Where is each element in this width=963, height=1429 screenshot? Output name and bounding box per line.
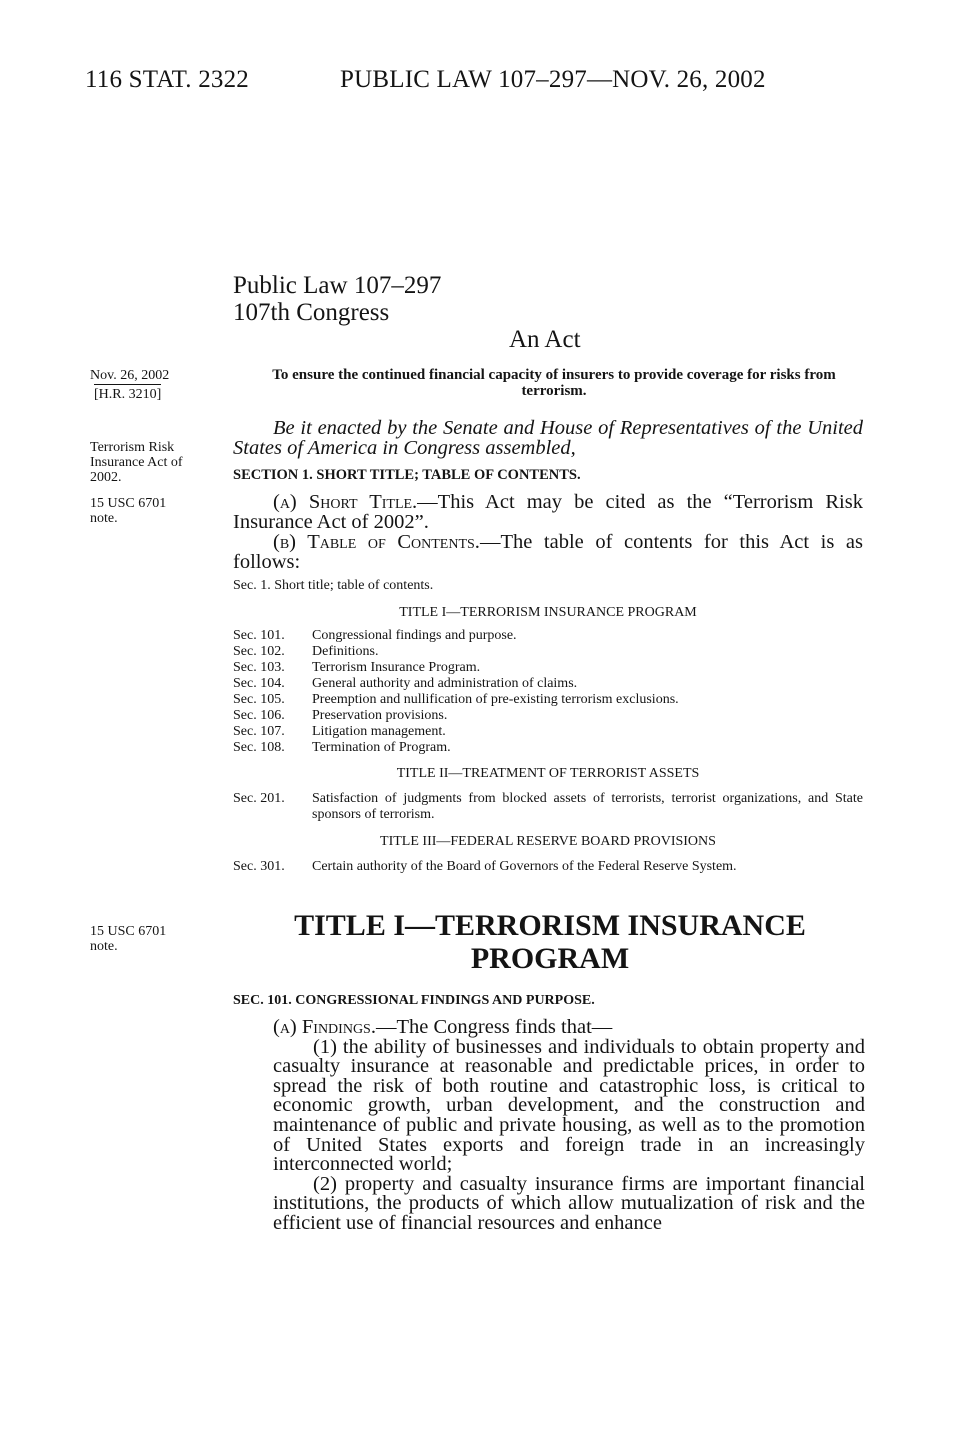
toc-entry-label: Sec. 106. xyxy=(233,708,285,723)
toc-entry-label: Sec. 201. xyxy=(233,791,285,806)
toc-title-2: TITLE II—TREATMENT OF TERRORIST ASSETS xyxy=(396,766,700,781)
toc-entry xyxy=(233,724,863,740)
section-1a-text: —This Act may be cited as the “Terrorism Risk Insurance Act of 2002”. xyxy=(233,491,863,533)
toc-entry-text: Short title; table of contents. xyxy=(274,578,434,593)
toc-title-2-list xyxy=(233,791,863,823)
toc-entry xyxy=(233,708,863,724)
toc-entry xyxy=(233,859,863,875)
toc-entry-text: Congressional findings and purpose. xyxy=(312,628,517,643)
toc-entry xyxy=(233,740,863,756)
margin-usc-citation-2: 15 USC 6701 note. xyxy=(90,924,167,954)
section-1a-paragraph xyxy=(233,492,863,532)
toc-entry-text: Litigation management. xyxy=(312,724,446,739)
toc-title-3: TITLE III—FEDERAL RESERVE BOARD PROVISIONS xyxy=(380,834,716,849)
toc-entry xyxy=(233,676,863,692)
finding-2: (2) property and casualty insurance firms are important financial institutions, the products of which allow mutualization of risk and the efficient use of financial resources and enhance xyxy=(273,1172,865,1234)
toc-title-3-list xyxy=(233,859,863,875)
toc-entry-label: Sec. 102. xyxy=(233,644,285,659)
margin-date: Nov. 26, 2002 xyxy=(90,368,170,383)
act-purpose: To ensure the continued financial capacity of insurers to provide coverage for risks from terrorism. xyxy=(272,367,836,399)
toc-entry-label: Sec. 105. xyxy=(233,692,285,707)
toc-entry-label: Sec. 301. xyxy=(233,859,285,874)
toc-entry-text: Preservation provisions. xyxy=(312,708,448,723)
toc-entry xyxy=(233,644,863,660)
toc-entry-text: Certain authority of the Board of Governors of the Federal Reserve System. xyxy=(312,859,737,874)
an-act-heading: An Act xyxy=(509,326,581,353)
toc-entry-text: Preemption and nullification of pre-existing terrorism exclusions. xyxy=(312,692,679,707)
title-1-heading: TITLE I—TERRORISM INSURANCE PROGRAM xyxy=(294,909,806,975)
enacting-clause: Be it enacted by the Senate and House of Representatives of the United States of America in Congress assembled, xyxy=(233,417,863,459)
toc-entry-label: Sec. 101. xyxy=(233,628,285,643)
margin-short-title: Terrorism Risk Insurance Act of 2002. xyxy=(90,440,183,485)
congress-number: 107th Congress xyxy=(233,299,390,326)
toc-entry-label: Sec. 1. xyxy=(233,578,271,593)
running-head: PUBLIC LAW 107–297—NOV. 26, 2002 xyxy=(340,66,766,93)
toc-entry xyxy=(233,660,863,676)
toc-entry-text: General authority and administration of claims. xyxy=(312,676,578,691)
toc-entry-label: Sec. 107. xyxy=(233,724,285,739)
section-101-heading: SEC. 101. CONGRESSIONAL FINDINGS AND PURPOSE. xyxy=(233,993,595,1008)
margin-date-bill xyxy=(90,368,215,402)
section-1b-text: —The table of contents for this Act is as follows: xyxy=(233,531,863,573)
toc-entry-text: Satisfaction of judgments from blocked assets of terrorists, terrorist organizations, and State sponsors of terrorism. xyxy=(312,791,863,822)
section-1b-paragraph xyxy=(233,532,863,572)
finding-1: (1) the ability of businesses and individuals to obtain property and casualty insurance at reasonable and predictable prices, in order to spread the risk of both routine and catastrophic loss, is critical to economic growth, urban development, and the construction and maintenance of public and private housing, as well as to the promotion of United States exports and foreign trade in an increasingly interconnected world; xyxy=(273,1035,865,1176)
findings-label: (a) Findings. xyxy=(273,1016,376,1038)
section-101-body xyxy=(273,1018,865,1234)
toc-title-1: TITLE I—TERRORISM INSURANCE PROGRAM xyxy=(399,605,697,620)
toc-entry xyxy=(233,578,863,594)
toc-title-1-list xyxy=(233,628,863,756)
toc-entry-label: Sec. 108. xyxy=(233,740,285,755)
margin-usc-citation-1: 15 USC 6701 note. xyxy=(90,496,167,526)
page-stat-citation: 116 STAT. 2322 xyxy=(85,66,249,93)
findings-intro: —The Congress finds that— xyxy=(375,1016,613,1038)
toc-entry-label: Sec. 104. xyxy=(233,676,285,691)
toc-entry xyxy=(233,692,863,708)
toc-entry-text: Termination of Program. xyxy=(312,740,451,755)
toc-entry xyxy=(233,628,863,644)
law-number: Public Law 107–297 xyxy=(233,272,442,299)
toc-entry-text: Definitions. xyxy=(312,644,379,659)
toc-entry-label: Sec. 103. xyxy=(233,660,285,675)
law-title-block xyxy=(233,272,441,326)
section-1a-label: (a) Short Title. xyxy=(273,491,418,513)
margin-bill-number: [H.R. 3210] xyxy=(94,384,161,402)
section-1b-label: (b) Table of Contents. xyxy=(273,531,480,553)
section-1-heading: SECTION 1. SHORT TITLE; TABLE OF CONTENTS. xyxy=(233,467,581,483)
toc-entry-text: Terrorism Insurance Program. xyxy=(312,660,481,675)
findings-paragraph xyxy=(273,1018,865,1038)
toc-entry xyxy=(233,791,863,823)
